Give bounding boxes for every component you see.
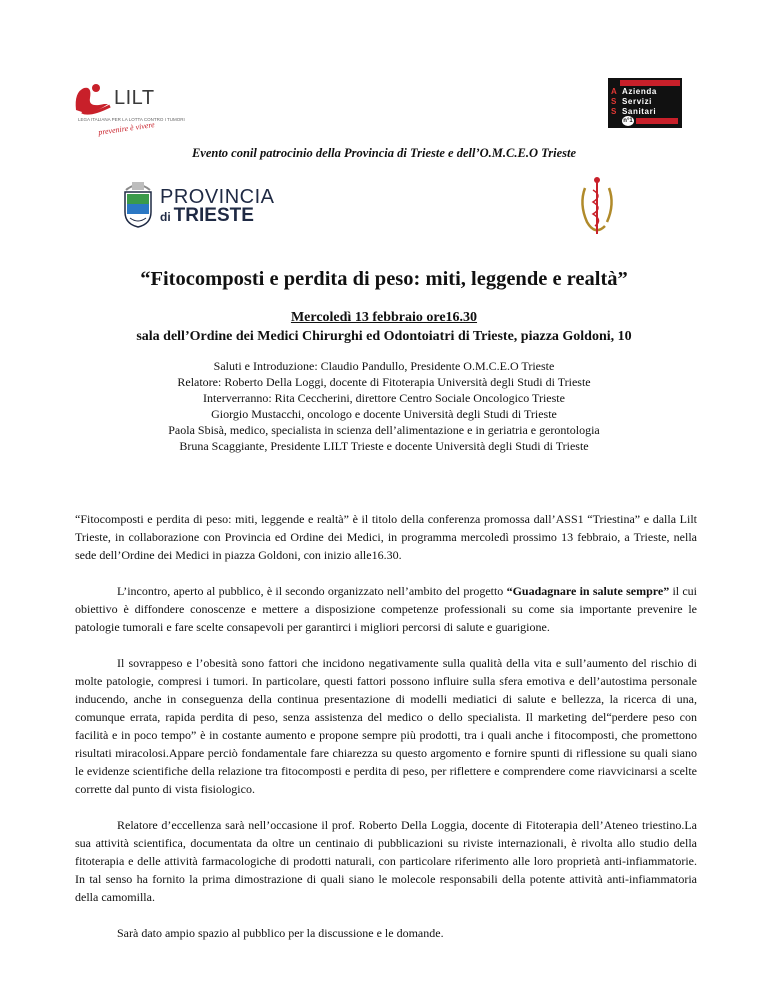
speaker-line: Interverranno: Rita Ceccherini, direttore Centro Sociale Oncologico Trieste bbox=[203, 391, 565, 405]
lilt-ribbon-icon bbox=[70, 80, 114, 120]
paragraph-4: Relatore d’eccellenza sarà nell’occasione il prof. Roberto Della Loggia, docente di Fitoterapia dell’Ateneo triestino.La sua attività scientifica, documentata da oltre un centinaio di pubblicazioni su riviste internazionali, è rivolta allo studio della fitoterapia e delle attività farmacologiche di prodotti naturali, con particolare riferimento alle loro proprietà anti-infiammatorie. In tal senso ha fornito la prima dimostrazione di quali siano le molecole responsabili della potente attività anti-infiammatoria della camomilla. bbox=[75, 818, 697, 904]
event-title: “Fitocomposti e perdita di peso: miti, leggende e realtà” bbox=[140, 268, 628, 290]
ass-name: Azienda Servizi Sanitari bbox=[622, 87, 657, 116]
speakers-list bbox=[0, 358, 768, 454]
speaker-line: Relatore: Roberto Della Loggi, docente di Fitoterapia Università degli Studi di Trieste bbox=[177, 375, 591, 389]
paragraph-1: “Fitocomposti e perdita di peso: miti, leggende e realtà” è il titolo della conferenza promossa dall’ASS1 “Triestina” e dalla Lilt Trieste, in collaborazione con Provincia ed Ordine dei Medici, in programma mercoledì prossimo 13 febbraio, a Trieste, nella sede dell’Ordine dei Medici in piazza Goldoni, con inizio alle16.30. bbox=[75, 512, 697, 562]
paragraph-3: Il sovrappeso e l’obesità sono fattori che incidono negativamente sulla qualità della vita e sull’aumento del rischio di molte patologie, compresi i tumori. In particolare, questi fattori possono influire sulla sfera emotiva e dell’autostima personale inducendo, anche in conseguenza della continua presentazione di modelli mediatici di salute e bellezza, la ricerca di una, comunque errata, rapida perdita di peso, senza assistenza del medico o dello specialista. Il marketing del“perdere peso con facilità e in poco tempo” è in costante aumento e propone sempre più prodotti, tra i quali anche i fitocomposti, che promettono risultati miracolosi.Appare perciò fondamentale fare chiarezza su questo argomento e fornire spunti di riflessione su quali siano le evidenze scientifiche della relazione tra fitocomposti e perdita di peso, per riflettere e comprendere come riavvicinarsi a scelte corrette dal punto di vista fisiologico. bbox=[75, 656, 697, 796]
lilt-slogan: prevenire è vivere bbox=[97, 120, 156, 137]
ass-logo bbox=[608, 78, 682, 128]
omceo-emblem-icon bbox=[577, 174, 617, 238]
provincia-shield-icon bbox=[122, 180, 154, 228]
patronage-line: Evento conil patrocinio della Provincia di Trieste e dell’O.M.C.E.O Trieste bbox=[191, 146, 577, 160]
lilt-wordmark: LILT bbox=[114, 87, 155, 109]
lilt-logo bbox=[70, 80, 200, 140]
body-text bbox=[75, 510, 697, 960]
event-date: Mercoledì 13 febbraio ore16.30 bbox=[290, 310, 478, 325]
project-name: “Guadagnare in salute sempre” bbox=[506, 584, 670, 598]
provincia-logo bbox=[122, 180, 275, 230]
speaker-line: Saluti e Introduzione: Claudio Pandullo, Presidente O.M.C.E.O Trieste bbox=[213, 359, 555, 373]
ass-bottom-bar bbox=[636, 118, 678, 124]
provincia-word: PROVINCIA bbox=[160, 186, 275, 208]
ass-letters: A S S bbox=[611, 87, 617, 116]
speaker-line: Bruna Scaggiante, Presidente LILT Trieste e docente Università degli Studi di Trieste bbox=[179, 439, 589, 453]
ass-top-bar bbox=[620, 80, 680, 86]
ass-badge: n°1 bbox=[623, 118, 633, 124]
provincia-trieste: di TRIESTE bbox=[160, 205, 254, 226]
speaker-line: Giorgio Mustacchi, oncologo e docente Università degli Studi di Trieste bbox=[211, 407, 557, 421]
event-venue: sala dell’Ordine dei Medici Chirurghi ed Odontoiatri di Trieste, piazza Goldoni, 10 bbox=[136, 329, 632, 344]
lilt-subtitle: LEGA ITALIANA PER LA LOTTA CONTRO I TUMORI bbox=[78, 117, 185, 122]
paragraph-5: Sarà dato ampio spazio al pubblico per la discussione e le domande. bbox=[117, 926, 444, 940]
speaker-line: Paola Sbisà, medico, specialista in scienza dell’alimentazione e in geriatria e gerontologia bbox=[168, 423, 600, 437]
paragraph-2: L’incontro, aperto al pubblico, è il secondo organizzato nell’ambito del progetto “Guadagnare in salute sempre” il cui obiettivo è diffondere conoscenze e mettere a disposizione competenze professionali su come sia importante prevenire le patologie tumorali e fare scelte consapevoli per garantirci i migliori percorsi di salute e guarigione. bbox=[75, 584, 698, 634]
